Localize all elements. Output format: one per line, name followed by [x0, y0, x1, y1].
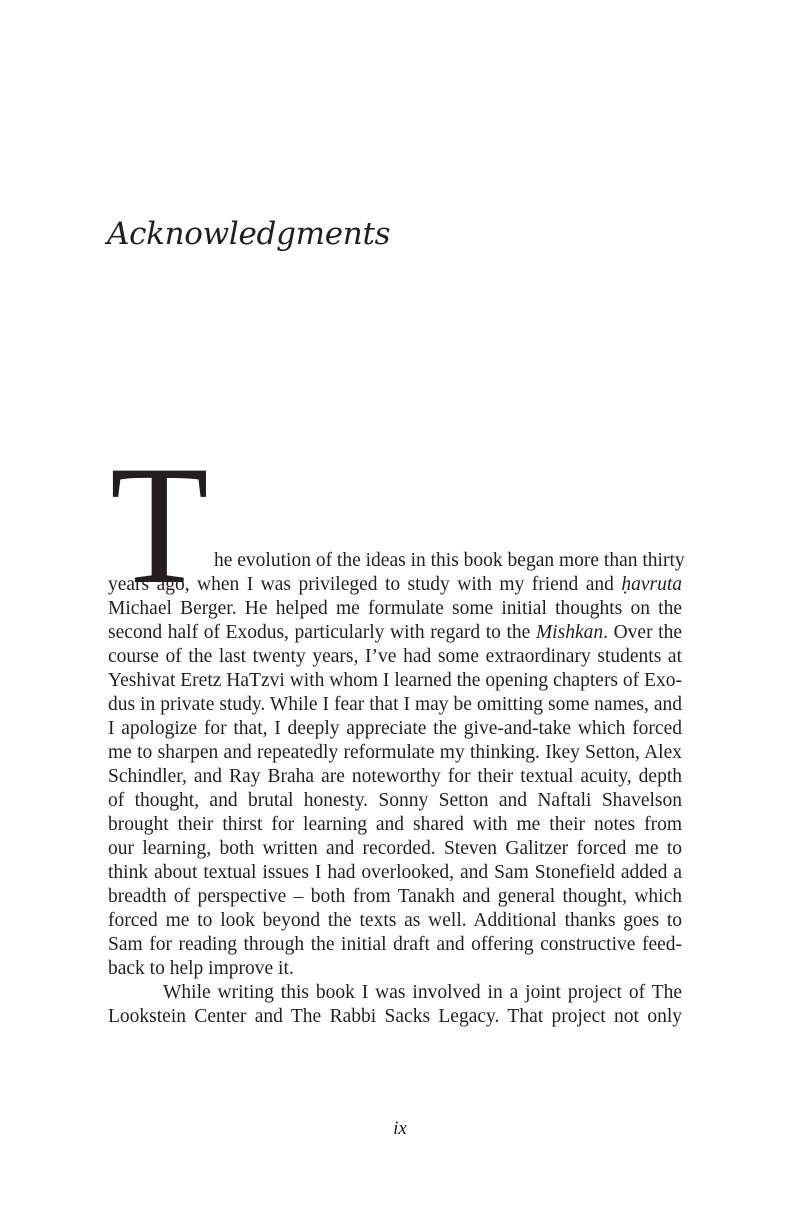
body-line: While writing this book I was involved in a joint project of The: [163, 982, 682, 1003]
italic-term-mishkan: Mishkan: [535, 622, 604, 643]
body-line: I apologize for that, I deeply appreciate the give-and-take which forced: [108, 718, 682, 739]
body-line: forced me to look beyond the texts as well. Additional thanks goes to: [108, 910, 682, 931]
body-line: breadth of perspective – both from Tanakh and general thought, which: [108, 886, 682, 907]
body-line: he evolution of the ideas in this book began more than thirty: [214, 550, 685, 571]
body-line: back to help improve it.: [108, 958, 294, 979]
page-number: ix: [393, 1118, 407, 1139]
body-text: . Over the: [603, 622, 682, 643]
body-text: second half of Exodus, particularly with regard to the: [108, 622, 531, 643]
body-line: of thought, and brutal honesty. Sonny Setton and Naftali Shavelson: [108, 790, 682, 811]
chapter-title: Acknowledgments: [107, 216, 391, 252]
body-line: Yeshivat Eretz HaTzvi with whom I learned the opening chapters of Exo-: [108, 670, 682, 691]
body-line: Lookstein Center and The Rabbi Sacks Legacy. That project not only: [108, 1006, 682, 1027]
body-line: Schindler, and Ray Braha are noteworthy for their textual acuity, depth: [108, 766, 682, 787]
body-line: Sam for reading through the initial draft and offering constructive feed-: [108, 934, 682, 955]
body-line: think about textual issues I had overlooked, and Sam Stonefield added a: [108, 862, 682, 883]
body-line: brought their thirst for learning and shared with me their notes from: [108, 814, 682, 835]
body-line: our learning, both written and recorded. Steven Galitzer forced me to: [108, 838, 682, 859]
body-line: course of the last twenty years, I’ve had some extraordinary students at: [108, 646, 682, 667]
body-line: [108, 621, 682, 645]
body-text: years ago, when I was privileged to study with my friend and: [108, 574, 614, 595]
body-line: dus in private study. While I fear that I may be omitting some names, and: [108, 694, 682, 715]
body-line: Michael Berger. He helped me formulate some initial thoughts on the: [108, 598, 682, 619]
drop-cap: T: [110, 431, 209, 619]
italic-term-havruta: ḥavruta: [621, 574, 683, 595]
body-line: [108, 573, 682, 597]
body-line: me to sharpen and repeatedly reformulate my thinking. Ikey Setton, Alex: [108, 742, 682, 763]
